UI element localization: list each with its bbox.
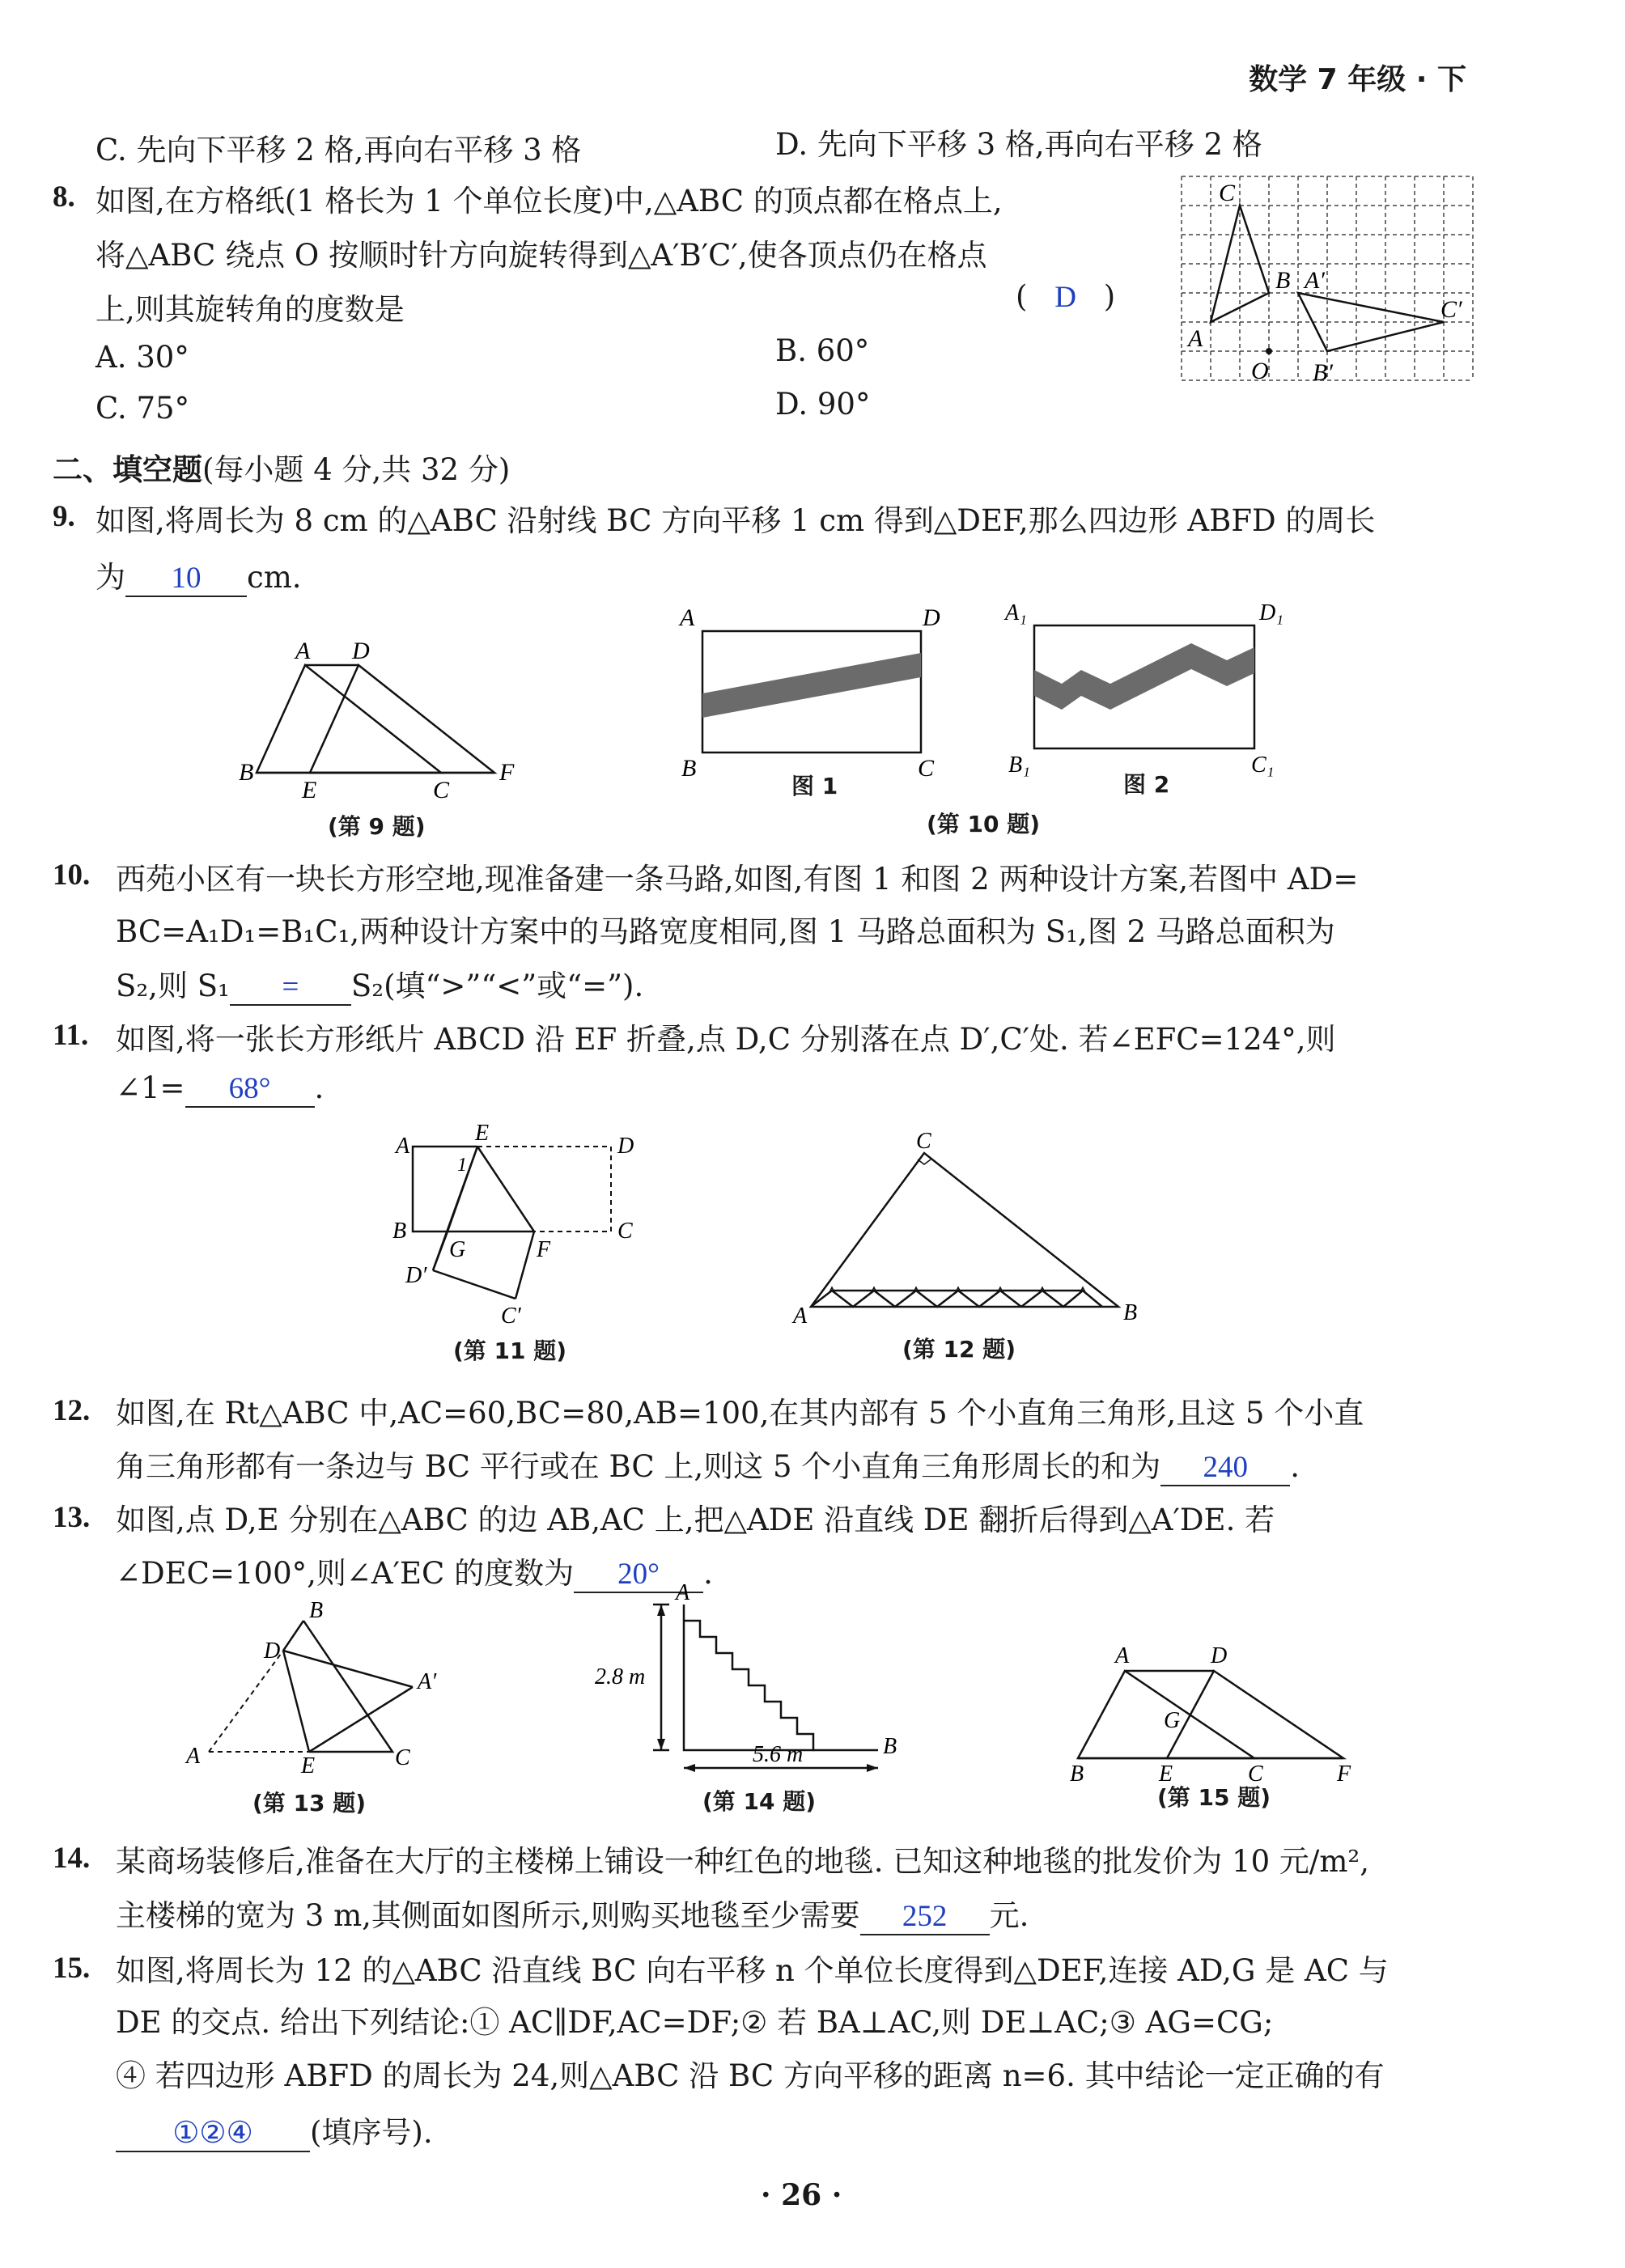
q12-line2: 角三角形都有一条边与 BC 平行或在 BC 上,则这 5 个小直角三角形周长的和为 240 . xyxy=(116,1442,1300,1486)
q9-figure xyxy=(239,631,530,801)
q11-label-f: F xyxy=(537,1237,551,1262)
q8-point-o xyxy=(1266,348,1272,354)
q13-caption: (第 13 题) xyxy=(252,1790,367,1817)
q9-label-a: A xyxy=(295,638,311,664)
q10-fig2-label-a: A₁ xyxy=(1005,600,1027,625)
q10-answer: = xyxy=(230,971,351,1006)
q7-option-c: C. 先向下平移 2 格,再向右平移 3 格 xyxy=(95,133,582,167)
q9-caption: (第 9 题) xyxy=(328,813,426,840)
q11-label-cp: C′ xyxy=(501,1304,521,1329)
q15-line4: ①②④ (填序号). xyxy=(116,2108,433,2152)
q13-label-ap: A′ xyxy=(418,1669,437,1694)
q8-line1: 如图,在方格纸(1 格长为 1 个单位长度)中,△ABC 的顶点都在格点上, xyxy=(95,184,1003,218)
q15-answer: ①②④ xyxy=(116,2118,310,2152)
q10-fig1-caption: 图 1 xyxy=(791,773,838,799)
q8-line2: 将△ABC 绕点 O 按顺时针方向旋转得到△A′B′C′,使各顶点仍在格点 xyxy=(95,238,987,273)
q15-label-b: B xyxy=(1070,1761,1084,1784)
q11-answer: 68° xyxy=(185,1073,315,1108)
q11-label-dp: D′ xyxy=(405,1263,427,1288)
q10-number: 10. xyxy=(53,858,91,892)
q10-fig1-label-d: D xyxy=(923,604,940,631)
q15-label-g: G xyxy=(1164,1708,1181,1733)
q8-option-c: C. 75° xyxy=(95,391,190,426)
q13-figure xyxy=(170,1598,453,1776)
q15-label-c: C xyxy=(1248,1761,1263,1784)
q11-line1: 如图,将一张长方形纸片 ABCD 沿 EF 折叠,点 D,C 分别落在点 D′,C′处. 若∠EFC=124°,则 xyxy=(116,1022,1336,1057)
q13-label-b: B xyxy=(309,1598,324,1623)
q14-number: 14. xyxy=(53,1842,91,1875)
q8-label-bp: B′ xyxy=(1313,359,1333,386)
page-header-title: 数学 7 年级 · 下 xyxy=(1249,63,1466,96)
q15-figure xyxy=(1052,1638,1376,1784)
q10-line2: BC=A₁D₁=B₁C₁,两种设计方案中的马路宽度相同,图 1 马路总面积为 S₁,图 2 马路总面积为 xyxy=(116,914,1335,949)
section2-heading xyxy=(53,445,510,489)
section2-note: (每小题 4 分,共 32 分) xyxy=(202,452,511,487)
q14-caption: (第 14 题) xyxy=(702,1788,817,1815)
q11-label-a: A xyxy=(396,1134,410,1159)
q12-big-triangle xyxy=(811,1153,1118,1307)
q8-label-b: B xyxy=(1275,267,1291,294)
q11-line2: ∠1= 68° . xyxy=(116,1070,324,1108)
q12-label-b: B xyxy=(1123,1300,1138,1325)
q15-caption: (第 15 题) xyxy=(1157,1784,1271,1811)
q13-number: 13. xyxy=(53,1501,91,1534)
q15-triangle-def xyxy=(1167,1671,1343,1758)
q10-fig2-label-b: B₁ xyxy=(1008,752,1030,778)
q15-label-d: D xyxy=(1211,1643,1228,1668)
q8-grid-figure xyxy=(1173,168,1481,403)
q10-line3: S₂,则 S₁ = S₂(填“>”“<”或“=”). xyxy=(116,961,643,1006)
q15-line2: DE 的交点. 给出下列结论:① AC∥DF,AC=DF;② 若 BA⊥AC,则 DE⊥AC;③ AG=CG; xyxy=(116,2005,1274,2040)
q10-road-2 xyxy=(1034,643,1254,710)
q14-label-a: A xyxy=(676,1582,690,1605)
q14-line2: 主楼梯的宽为 3 m,其侧面如图所示,则购买地毯至少需要 252 元. xyxy=(116,1891,1029,1935)
q8-option-d: D. 90° xyxy=(775,387,871,422)
page-number: · 26 · xyxy=(761,2178,842,2212)
q8-answer: D xyxy=(1054,281,1076,314)
q10-figure-1 xyxy=(678,603,953,789)
q8-label-ap: A′ xyxy=(1305,267,1325,294)
q13-answer: 20° xyxy=(574,1558,703,1593)
q15-label-e: E xyxy=(1159,1761,1173,1784)
q10-fig2-label-d: D₁ xyxy=(1259,600,1283,625)
q10-fig2-label-c: C₁ xyxy=(1251,752,1275,778)
q9-label-e: E xyxy=(302,777,317,801)
q14-label-b: B xyxy=(883,1734,897,1759)
q13-label-a: A xyxy=(186,1744,201,1769)
q14-line1: 某商场装修后,准备在大厅的主楼梯上铺设一种红色的地毯. 已知这种地毯的批发价为 10 元/m², xyxy=(116,1844,1370,1879)
q15-label-f: F xyxy=(1337,1761,1351,1784)
q9-label-b: B xyxy=(239,759,254,786)
section2-title: 二、填空题 xyxy=(53,452,202,487)
q11-label-c: C xyxy=(617,1219,633,1244)
q9-label-f: F xyxy=(499,759,515,786)
q8-line3: 上,则其旋转角的度数是 xyxy=(95,292,405,327)
q12-number: 12. xyxy=(53,1394,91,1427)
q8-option-b: B. 60° xyxy=(775,333,870,368)
q15-number: 15. xyxy=(53,1952,91,1985)
q14-answer: 252 xyxy=(860,1901,990,1935)
q13-label-e: E xyxy=(301,1753,316,1776)
q9-label-d: D xyxy=(352,638,370,664)
q15-label-a: A xyxy=(1115,1643,1130,1668)
q9-answer: 10 xyxy=(125,562,247,597)
q11-label-d: D xyxy=(617,1134,634,1159)
q11-label-b: B xyxy=(392,1219,407,1244)
q10-fig1-label-c: C xyxy=(918,755,935,782)
q12-line1: 如图,在 Rt△ABC 中,AC=60,BC=80,AB=100,在其内部有 5 个小直角三角形,且这 5 个小直 xyxy=(116,1396,1364,1431)
q12-label-a: A xyxy=(793,1304,808,1329)
q12-caption: (第 12 题) xyxy=(902,1336,1016,1363)
q12-answer: 240 xyxy=(1160,1452,1290,1486)
q11-figure xyxy=(384,1121,660,1331)
q12-label-c: C xyxy=(916,1129,931,1154)
q14-figure xyxy=(595,1582,919,1784)
q10-figure-2 xyxy=(1003,599,1295,785)
q15-line3: ④ 若四边形 ABFD 的周长为 24,则△ABC 沿 BC 方向平移的距离 n=6. 其中结论一定正确的有 xyxy=(116,2058,1385,2093)
q13-label-c: C xyxy=(395,1745,410,1770)
q8-label-a: A xyxy=(1188,325,1203,352)
q10-line1: 西苑小区有一块长方形空地,现准备建一条马路,如图,有图 1 和图 2 两种设计方案,若图中 AD= xyxy=(116,862,1359,897)
q8-option-a: A. 30° xyxy=(95,340,189,375)
q9-number: 9. xyxy=(53,500,75,533)
q8-number: 8. xyxy=(53,180,75,214)
q11-number: 11. xyxy=(53,1019,89,1052)
q10-caption: (第 10 题) xyxy=(927,811,1041,837)
q9-line2: 为 10 cm. xyxy=(95,553,302,597)
q11-label-angle1: 1 xyxy=(457,1155,467,1176)
q9-line1: 如图,将周长为 8 cm 的△ABC 沿射线 BC 方向平移 1 cm 得到△DEF,那么四边形 ABFD 的周长 xyxy=(95,503,1376,538)
q7-option-d: D. 先向下平移 3 格,再向右平移 2 格 xyxy=(775,127,1262,162)
q11-label-g: G xyxy=(449,1237,466,1262)
q12-small-triangles xyxy=(811,1291,1021,1307)
q10-road-1 xyxy=(702,653,921,718)
q13-line2: ∠DEC=100°,则∠A′EC 的度数为 20° . xyxy=(116,1549,713,1593)
q8-label-o: O xyxy=(1251,358,1269,384)
q14-label-width: 5.6 m xyxy=(753,1742,804,1767)
q9-triangle-abc xyxy=(257,665,441,773)
q15-line1: 如图,将周长为 12 的△ABC 沿直线 BC 向右平移 n 个单位长度得到△DEF,连接 AD,G 是 AC 与 xyxy=(116,1953,1389,1988)
q9-label-c: C xyxy=(433,777,450,801)
q12-figure xyxy=(785,1129,1157,1331)
q8-label-cp: C′ xyxy=(1440,296,1462,323)
q13-label-d: D xyxy=(264,1638,281,1664)
q8-answer-bracket: ( D ) xyxy=(1016,279,1116,314)
q9-triangle-def xyxy=(310,665,494,773)
q14-stairs xyxy=(684,1605,813,1750)
q13-line1: 如图,点 D,E 分别在△ABC 的边 AB,AC 上,把△ADE 沿直线 DE 翻折后得到△A′DE. 若 xyxy=(116,1503,1275,1537)
q10-fig1-label-b: B xyxy=(681,755,697,782)
q10-fig1-label-a: A xyxy=(680,604,695,631)
q14-label-height: 2.8 m xyxy=(595,1664,646,1689)
q8-label-c: C xyxy=(1219,180,1236,206)
q11-caption: (第 11 题) xyxy=(453,1337,567,1364)
q10-fig2-caption: 图 2 xyxy=(1123,771,1170,798)
q11-label-e: E xyxy=(475,1121,490,1146)
